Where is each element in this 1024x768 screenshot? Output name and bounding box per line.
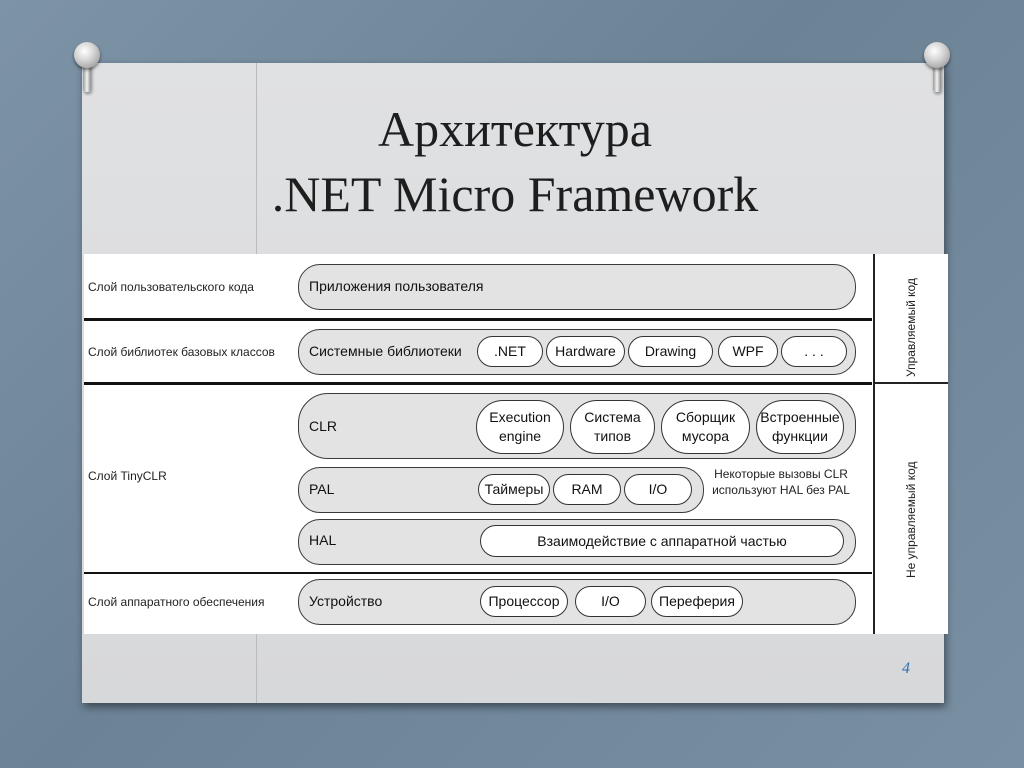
- layer-user-label: Слой пользовательского кода: [88, 280, 254, 294]
- device-processor: Процессор: [480, 586, 568, 617]
- clr-builtin-functions: Встроенные функции: [756, 400, 844, 454]
- pal-io: I/O: [624, 474, 692, 505]
- lib-drawing: Drawing: [628, 336, 713, 367]
- pushpin-right-icon: [924, 42, 950, 96]
- side-divider-horizontal: [873, 382, 948, 384]
- separator-2: [84, 382, 872, 385]
- band-device-label: Устройство: [309, 593, 383, 609]
- separator-1: [84, 318, 872, 321]
- band-hal-label: HAL: [309, 532, 337, 548]
- band-system-libs-label: Системные библиотеки: [309, 343, 462, 359]
- device-peripherals: Переферия: [651, 586, 743, 617]
- hal-hardware-interaction: Взаимодействие с аппаратной частью: [480, 525, 844, 557]
- managed-code-label: Управляемый код: [904, 278, 918, 377]
- pushpin-left-icon: [74, 42, 100, 96]
- lib-wpf: WPF: [718, 336, 778, 367]
- clr-type-system: Система типов: [570, 400, 655, 454]
- pal-note: Некоторые вызовы CLR используют HAL без PAL: [712, 467, 850, 497]
- page-number: 4: [902, 660, 910, 677]
- band-pal-label: PAL: [309, 481, 335, 497]
- pal-ram: RAM: [553, 474, 621, 505]
- side-divider: [873, 254, 875, 634]
- pal-timers: Таймеры: [478, 474, 550, 505]
- slide-title-line2: .NET Micro Framework: [271, 166, 759, 222]
- lib-more: . . .: [781, 336, 847, 367]
- lib-hardware: Hardware: [546, 336, 625, 367]
- layer-hardware-label: Слой аппаратного обеспечения: [88, 595, 265, 609]
- band-clr-label: CLR: [309, 418, 338, 434]
- layer-tinyclr-label: Слой TinyCLR: [88, 469, 167, 483]
- unmanaged-code-label: Не управляемый код: [904, 461, 918, 578]
- clr-garbage-collector: Сборщик мусора: [661, 400, 750, 454]
- slide-title-line1: Архитектура: [378, 101, 652, 157]
- layer-libs-label: Слой библиотек базовых классов: [88, 345, 275, 359]
- lib-dotnet: .NET: [477, 336, 543, 367]
- clr-execution-engine: Execution engine: [476, 400, 564, 454]
- band-user-apps-label: Приложения пользователя: [309, 278, 484, 294]
- device-io: I/O: [575, 586, 646, 617]
- separator-3: [84, 572, 872, 574]
